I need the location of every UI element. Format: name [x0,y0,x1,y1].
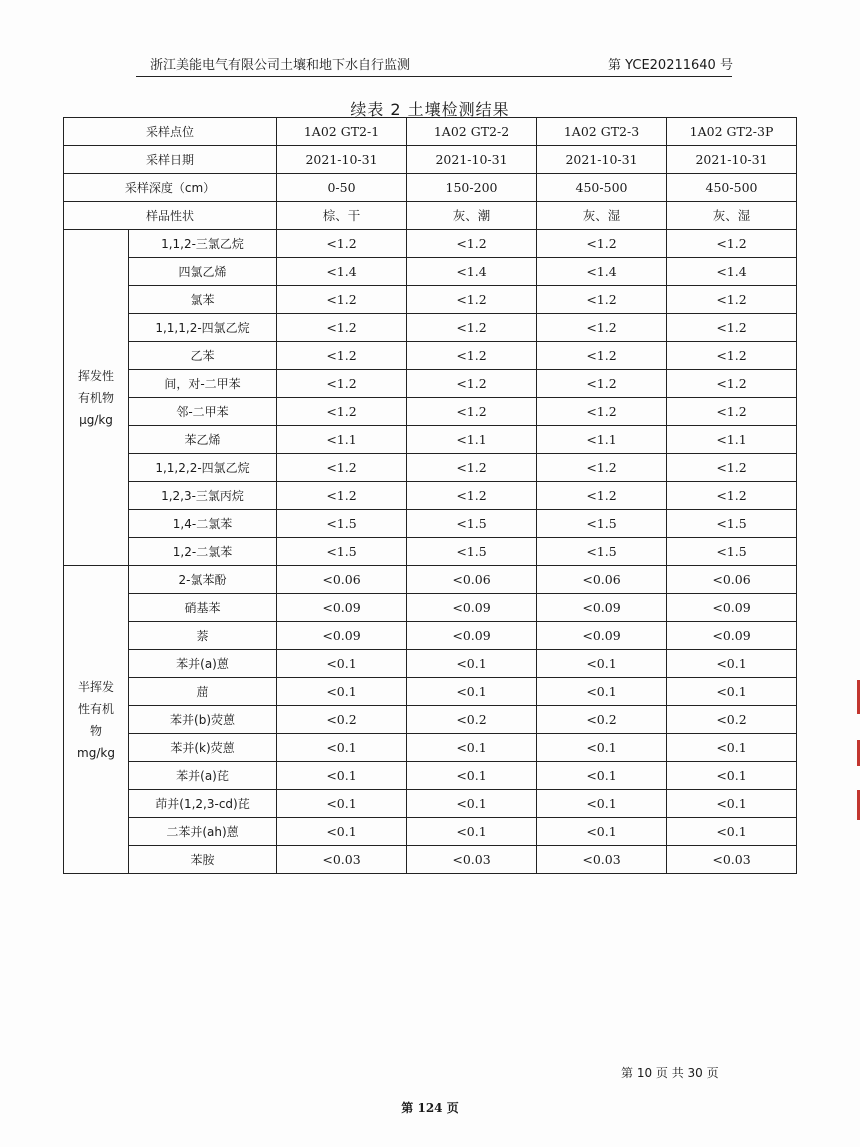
result-value: <1.5 [407,510,537,538]
result-value: <1.1 [537,426,667,454]
result-value: <0.1 [667,678,797,706]
parameter-name: 苯并(b)荧蒽 [129,706,277,734]
parameter-name: 苯并(k)荧蒽 [129,734,277,762]
result-value: <1.2 [407,230,537,258]
table-row [64,258,797,286]
result-value: <0.1 [277,734,407,762]
result-value: <0.2 [537,706,667,734]
result-value: <1.2 [277,286,407,314]
meta-value: 150-200 [407,174,537,202]
result-value: <1.5 [537,538,667,566]
result-value: <0.09 [537,622,667,650]
result-value: <0.1 [277,762,407,790]
result-value: <1.2 [277,370,407,398]
result-value: <1.2 [537,454,667,482]
table-row [64,230,797,258]
parameter-name: 乙苯 [129,342,277,370]
parameter-name: 四氯乙烯 [129,258,277,286]
table-row [64,818,797,846]
result-value: <0.1 [407,678,537,706]
result-value: <1.2 [277,342,407,370]
result-value: <1.2 [537,398,667,426]
meta-row [64,202,797,230]
result-value: <0.06 [277,566,407,594]
meta-label: 样品性状 [64,202,277,230]
result-value: <0.1 [537,790,667,818]
parameter-name: 氯苯 [129,286,277,314]
meta-value: 灰、湿 [667,202,797,230]
meta-label: 采样深度（cm） [64,174,277,202]
table-row [64,622,797,650]
group-label-line: 半挥发 [77,679,114,694]
group-label [64,230,129,566]
parameter-name: 苯胺 [129,846,277,874]
result-value: <1.2 [407,454,537,482]
table-row [64,846,797,874]
result-value: <0.1 [537,678,667,706]
result-value: <1.5 [277,510,407,538]
table-row [64,426,797,454]
meta-value: 1A02 GT2-1 [277,118,407,146]
result-value: <1.5 [667,538,797,566]
result-value: <0.1 [277,678,407,706]
result-value: <0.03 [277,846,407,874]
result-value: <0.06 [407,566,537,594]
result-value: <0.2 [667,706,797,734]
result-value: <0.09 [667,622,797,650]
parameter-name: 二苯并(ah)蒽 [129,818,277,846]
result-value: <0.09 [667,594,797,622]
result-value: <0.1 [537,650,667,678]
parameter-name: 1,1,2,2-四氯乙烷 [129,454,277,482]
result-value: <1.2 [537,370,667,398]
parameter-name: 1,2,3-三氯丙烷 [129,482,277,510]
parameter-name: 1,4-二氯苯 [129,510,277,538]
result-value: <1.2 [407,286,537,314]
parameter-name: 1,1,1,2-四氯乙烷 [129,314,277,342]
meta-value: 棕、干 [277,202,407,230]
result-value: <0.03 [407,846,537,874]
result-value: <1.2 [407,314,537,342]
result-value: <0.1 [537,818,667,846]
result-value: <1.2 [667,286,797,314]
header-company: 浙江美能电气有限公司土壤和地下水自行监测 [150,58,411,73]
result-value: <0.1 [407,762,537,790]
result-value: <0.03 [537,846,667,874]
result-value: <0.1 [537,734,667,762]
parameter-name: 苯并(a)芘 [129,762,277,790]
meta-value: 450-500 [537,174,667,202]
result-value: <1.5 [667,510,797,538]
table-row [64,482,797,510]
result-value: <0.1 [277,650,407,678]
table-row [64,706,797,734]
result-value: <0.09 [407,594,537,622]
parameter-name: 1,2-二氯苯 [129,538,277,566]
result-value: <1.2 [667,454,797,482]
page-of-count: 第 10 页 共 30 页 [621,1066,719,1080]
result-value: <0.06 [537,566,667,594]
meta-value: 450-500 [667,174,797,202]
result-value: <0.1 [667,818,797,846]
group-label-line: 物 [89,723,102,738]
result-value: <1.2 [667,482,797,510]
result-value: <1.2 [407,482,537,510]
parameter-name: 2-氯苯酚 [129,566,277,594]
header-rule [136,76,732,77]
result-value: <1.5 [407,538,537,566]
result-value: <1.4 [407,258,537,286]
result-value: <0.1 [407,790,537,818]
header-report-number: 第 YCE20211640 号 [608,58,733,73]
result-value: <0.09 [277,622,407,650]
result-value: <1.2 [407,342,537,370]
group-label-line: 性有机 [77,701,114,716]
result-value: <1.2 [407,370,537,398]
meta-value: 灰、湿 [537,202,667,230]
group-label-line: mg/kg [77,745,115,760]
result-value: <1.1 [407,426,537,454]
result-value: <0.1 [667,734,797,762]
page-number: 第 124 页 [401,1101,459,1115]
result-value: <0.1 [537,762,667,790]
parameter-name: 苯乙烯 [129,426,277,454]
meta-value: 灰、潮 [407,202,537,230]
result-value: <1.2 [537,342,667,370]
parameter-name: 䓛 [129,678,277,706]
result-value: <0.09 [407,622,537,650]
result-value: <0.03 [667,846,797,874]
parameter-name: 1,1,2-三氯乙烷 [129,230,277,258]
result-value: <0.1 [667,790,797,818]
meta-value: 1A02 GT2-3P [667,118,797,146]
meta-value: 2021-10-31 [537,146,667,174]
result-value: <1.2 [667,398,797,426]
result-value: <0.1 [277,790,407,818]
result-value: <1.4 [277,258,407,286]
meta-label: 采样点位 [64,118,277,146]
group-label-line: μg/kg [79,412,113,427]
result-value: <1.2 [537,482,667,510]
table-row [64,734,797,762]
table-row [64,594,797,622]
meta-value: 0-50 [277,174,407,202]
result-value: <0.1 [667,650,797,678]
result-value: <0.1 [407,650,537,678]
parameter-name: 茚并(1,2,3-cd)芘 [129,790,277,818]
result-value: <0.2 [407,706,537,734]
result-value: <1.2 [277,454,407,482]
result-value: <1.2 [277,314,407,342]
result-value: <1.2 [277,398,407,426]
meta-row [64,118,797,146]
result-value: <1.2 [667,230,797,258]
table-row [64,286,797,314]
result-value: <0.1 [667,762,797,790]
table-row [64,678,797,706]
result-value: <0.06 [667,566,797,594]
result-value: <1.2 [277,230,407,258]
table-row [64,314,797,342]
parameter-name: 间，对-二甲苯 [129,370,277,398]
parameter-name: 苯并(a)蒽 [129,650,277,678]
result-value: <1.2 [407,398,537,426]
parameter-name: 邻-二甲苯 [129,398,277,426]
parameter-name: 硝基苯 [129,594,277,622]
table-row [64,790,797,818]
result-value: <1.5 [277,538,407,566]
table-row [64,566,797,594]
result-value: <1.1 [277,426,407,454]
result-value: <1.2 [667,342,797,370]
result-value: <1.5 [537,510,667,538]
table-row [64,538,797,566]
result-value: <1.2 [667,370,797,398]
meta-value: 1A02 GT2-2 [407,118,537,146]
meta-row [64,146,797,174]
meta-value: 2021-10-31 [667,146,797,174]
meta-value: 2021-10-31 [277,146,407,174]
table-row [64,762,797,790]
soil-results-table [63,117,797,874]
meta-label: 采样日期 [64,146,277,174]
result-value: <1.4 [537,258,667,286]
group-label [64,566,129,874]
result-value: <1.4 [667,258,797,286]
result-value: <0.09 [537,594,667,622]
table-row [64,454,797,482]
result-value: <1.2 [537,230,667,258]
result-value: <1.2 [537,286,667,314]
result-value: <1.2 [667,314,797,342]
result-value: <1.2 [277,482,407,510]
result-value: <0.09 [277,594,407,622]
table-row [64,650,797,678]
group-label-line: 挥发性 [77,368,114,383]
table-row [64,342,797,370]
result-value: <0.1 [407,818,537,846]
result-value: <0.1 [277,818,407,846]
table-row [64,510,797,538]
group-label-line: 有机物 [77,390,114,405]
result-value: <0.2 [277,706,407,734]
result-value: <1.1 [667,426,797,454]
table-title: 续表 2 土壤检测结果 [350,100,510,119]
meta-value: 2021-10-31 [407,146,537,174]
result-value: <1.2 [537,314,667,342]
table-row [64,370,797,398]
meta-row [64,174,797,202]
parameter-name: 萘 [129,622,277,650]
result-value: <0.1 [407,734,537,762]
meta-value: 1A02 GT2-3 [537,118,667,146]
table-row [64,398,797,426]
